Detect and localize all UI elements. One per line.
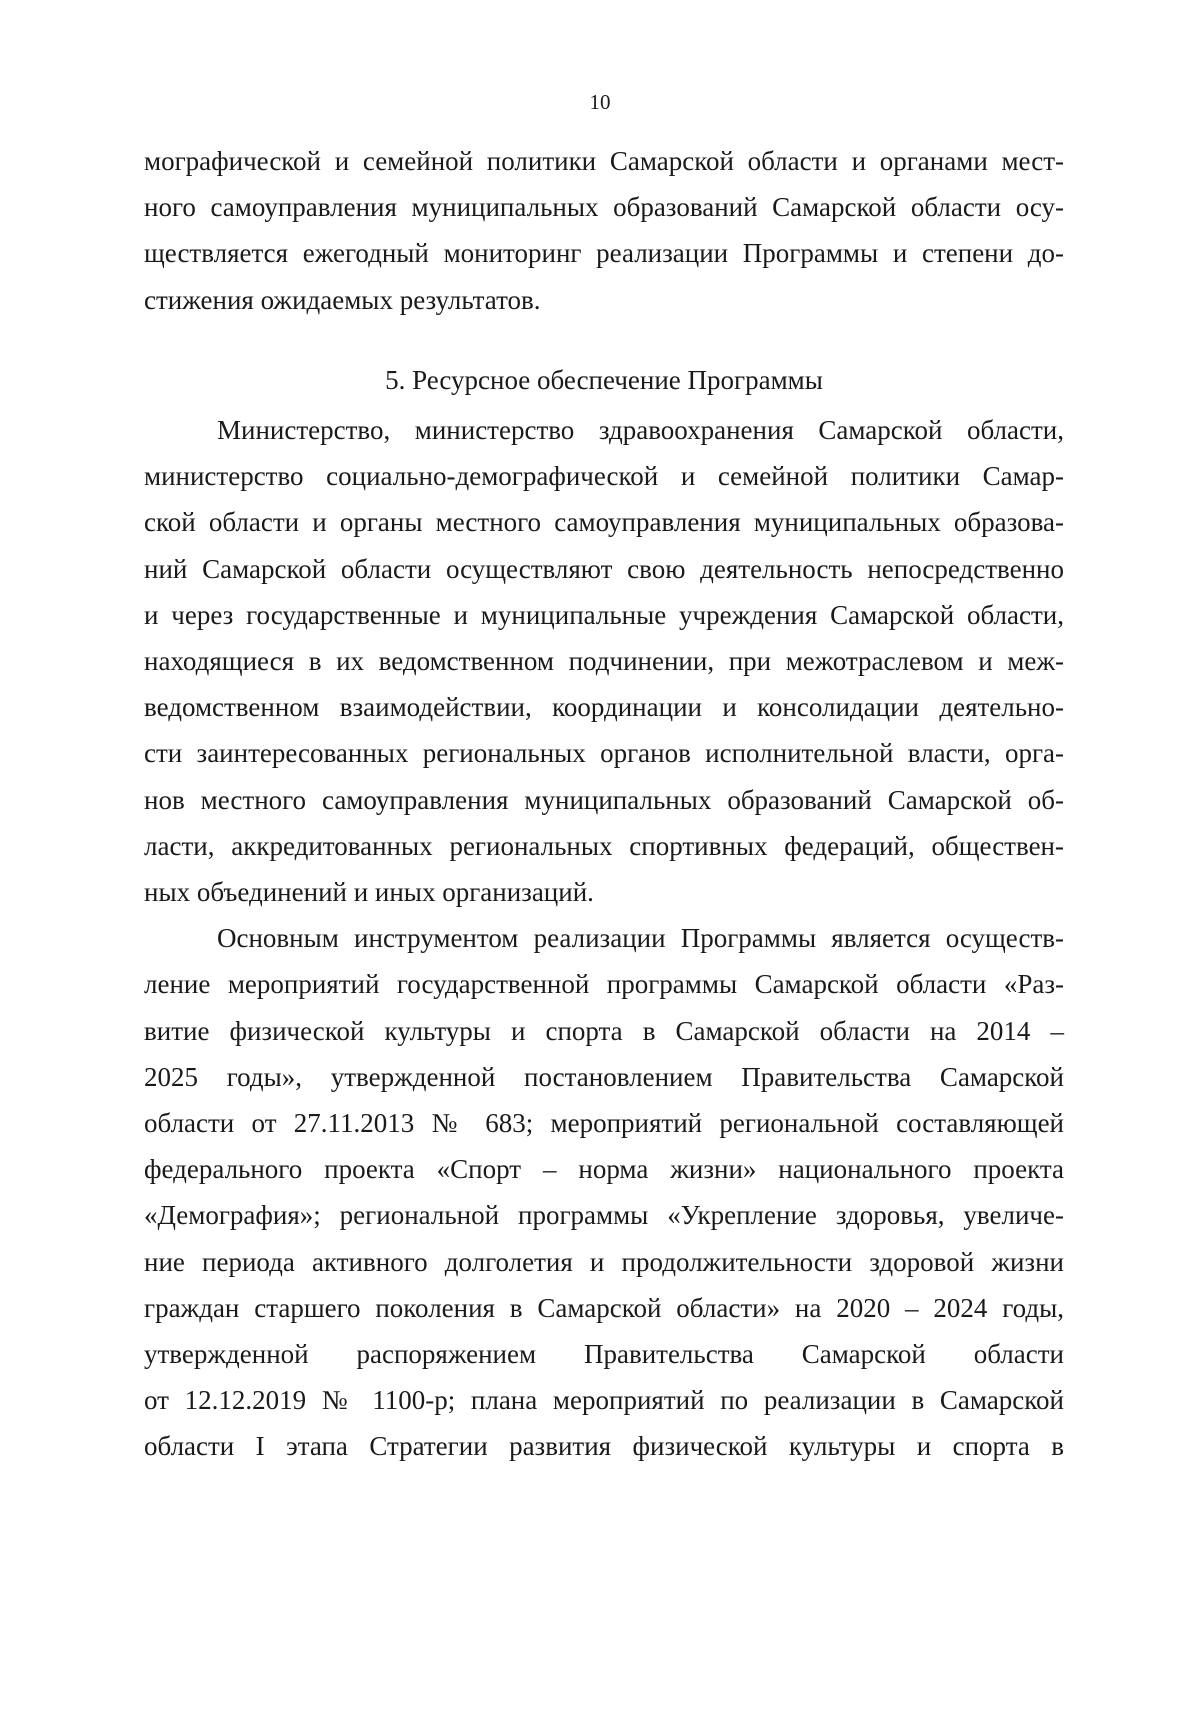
text-line: ного самоуправления муниципальных образований Самарской области осу-: [144, 192, 1064, 223]
text-line: ской области и органы местного самоуправления муниципальных образова-: [144, 507, 1064, 538]
text-line: ведомственном взаимодействии, координации и консолидации деятельно-: [144, 692, 1064, 723]
text-line: стижения ожидаемых результатов.: [144, 284, 541, 315]
text-line: и через государственные и муниципальные учреждения Самарской области,: [144, 599, 1064, 630]
text-line: Основным инструментом реализации Программы является осуществ-: [217, 923, 1064, 954]
text-line: мографической и семейной политики Самарской области и органами мест-: [144, 146, 1064, 176]
text-line: ние периода активного долголетия и продолжительности здоровой жизни: [144, 1246, 1064, 1277]
text-line: Министерство, министерство здравоохранения Самарской области,: [217, 415, 1064, 446]
text-line: ласти, аккредитованных региональных спортивных федераций, обществен-: [144, 830, 1064, 861]
text-line: министерство социально-демографической и семейной политики Самар-: [144, 461, 1064, 492]
text-line: от 12.12.2019 № 1100-р; плана мероприятий по реализации в Самарской: [144, 1385, 1064, 1416]
text-line: «Демография»; региональной программы «Укрепление здоровья, увеличе-: [144, 1200, 1064, 1231]
text-line: утвержденной распоряжением Правительства Самарской области: [144, 1339, 1064, 1370]
text-line: области от 27.11.2013 № 683; мероприятий региональной составляющей: [144, 1108, 1064, 1139]
text-line: ний Самарской области осуществляют свою деятельность непосредственно: [144, 553, 1064, 584]
paragraph-instrument: [144, 915, 1064, 1469]
text-line: сти заинтересованных региональных органов исполнительной власти, орга-: [144, 738, 1064, 769]
page-number: 10: [589, 90, 611, 114]
text-line: нов местного самоуправления муниципальных образований Самарской об-: [144, 784, 1064, 815]
text-line: ление мероприятий государственной программы Самарской области «Раз-: [144, 969, 1064, 1000]
text-line: 2025 годы», утвержденной постановлением Правительства Самарской: [144, 1061, 1064, 1092]
paragraph-resources: [144, 407, 1064, 915]
text-line: витие физической культуры и спорта в Самарской области на 2014 –: [144, 1015, 1064, 1046]
text-line: ществляется ежегодный мониторинг реализации Программы и степени до-: [144, 238, 1064, 269]
text-line: ных объединений и иных организаций.: [144, 877, 594, 908]
text-line: области I этапа Стратегии развития физической культуры и спорта в: [144, 1431, 1064, 1462]
section-heading: 5. Ресурсное обеспечение Программы: [385, 364, 823, 395]
paragraph-intro: [144, 138, 1064, 323]
document-body: [144, 138, 1064, 1470]
text-line: граждан старшего поколения в Самарской области» на 2020 – 2024 годы,: [144, 1292, 1064, 1323]
text-line: федерального проекта «Спорт – норма жизни» национального проекта: [144, 1154, 1064, 1185]
text-line: находящиеся в их ведомственном подчинении, при межотраслевом и меж-: [144, 646, 1064, 677]
